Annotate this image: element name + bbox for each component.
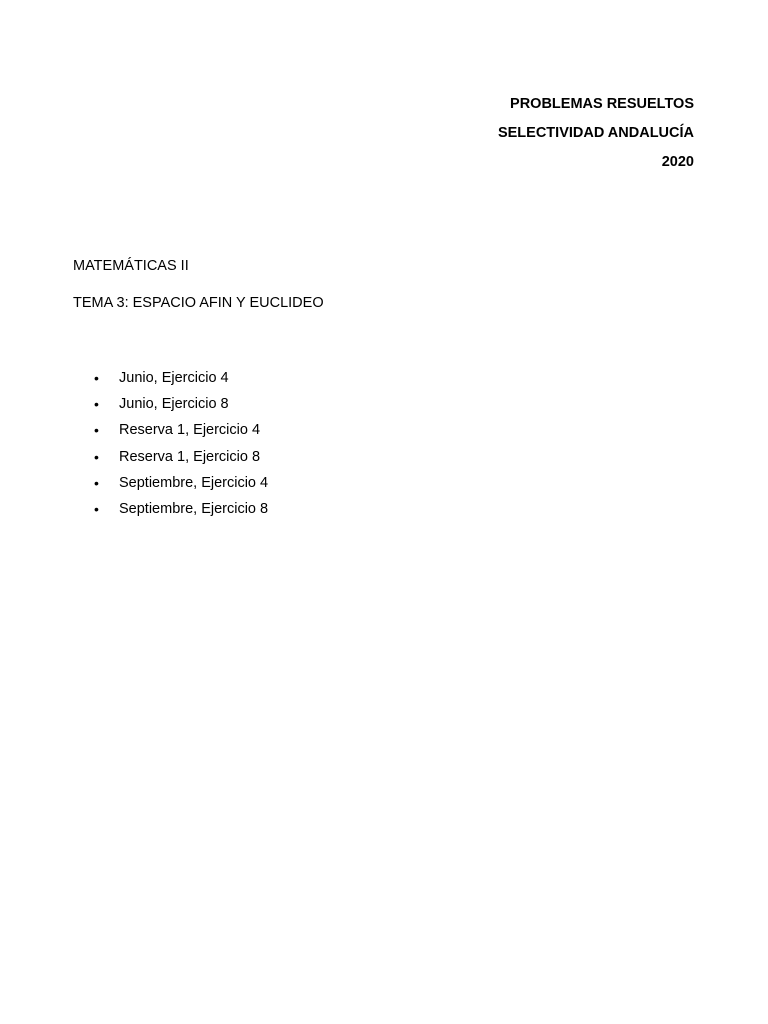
bullet-icon: • [94, 422, 99, 439]
list-item [94, 447, 268, 473]
list-item-label: Septiembre, Ejercicio 8 [119, 500, 269, 517]
list-item-label: Junio, Ejercicio 4 [119, 370, 229, 386]
header-title: PROBLEMAS RESUELTOS [510, 96, 694, 112]
list-item [94, 394, 268, 420]
bullet-icon: • [94, 370, 99, 386]
bullet-icon: • [94, 474, 99, 491]
list-item-label: Septiembre, Ejercicio 4 [119, 474, 269, 491]
bullet-icon: • [94, 396, 99, 413]
list-item [94, 420, 268, 446]
topic-title: TEMA 3: ESPACIO AFIN Y EUCLIDEO [73, 295, 324, 311]
bullet-icon: • [94, 448, 99, 465]
list-item-label: Reserva 1, Ejercicio 8 [119, 448, 261, 465]
document-header [498, 94, 694, 181]
subject-title: MATEMÁTICAS II [73, 258, 189, 274]
list-item [94, 473, 268, 499]
header-subtitle: SELECTIVIDAD ANDALUCÍA [497, 125, 694, 141]
exercise-list [94, 368, 268, 525]
bullet-icon: • [94, 500, 99, 517]
list-item-label: Reserva 1, Ejercicio 4 [119, 422, 261, 439]
header-year: 2020 [661, 154, 694, 170]
list-item [94, 499, 268, 525]
list-item-label: Junio, Ejercicio 8 [119, 396, 229, 413]
list-item [94, 368, 268, 394]
